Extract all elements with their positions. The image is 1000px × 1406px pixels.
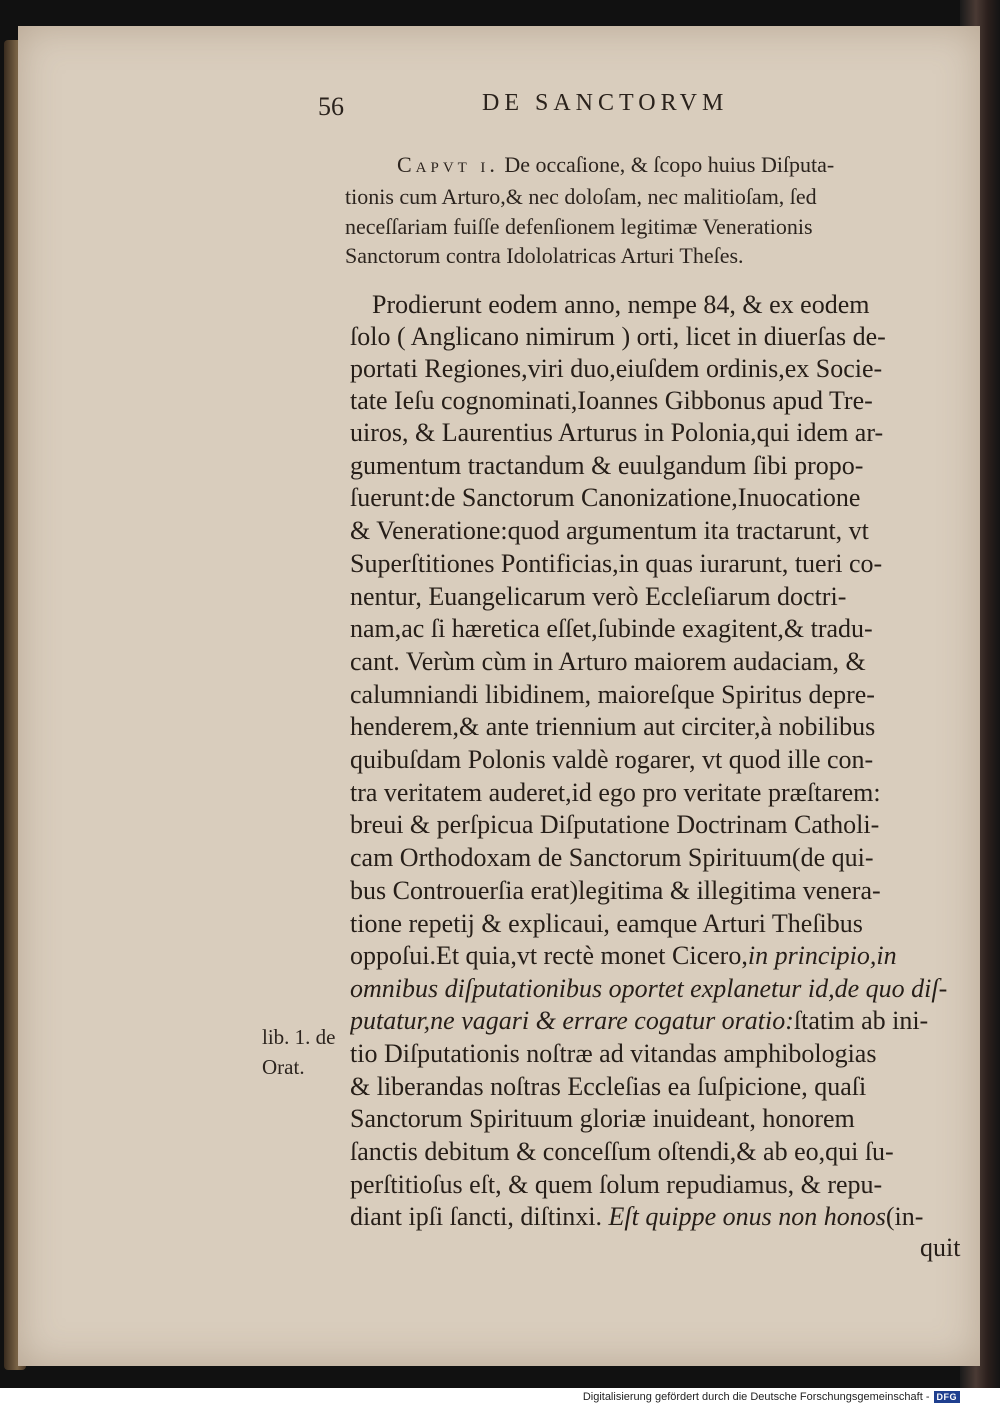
chapter-label: Capvt i. bbox=[397, 152, 499, 177]
body-line-with-quote bbox=[350, 941, 975, 971]
body-line: bus Controuerſia erat)legitima & illegitima venera- bbox=[350, 876, 881, 905]
catchword: quit bbox=[920, 1233, 961, 1262]
body-line: Superſtitiones Pontificias,in quas iurarunt, tueri co- bbox=[350, 549, 883, 578]
body-line: tio Diſputationis noſtræ ad vitandas amphibologias bbox=[350, 1039, 877, 1068]
body-line: & Veneratione:quod argumentum ita tractarunt, vt bbox=[350, 516, 869, 545]
body-text: ſtatim ab ini- bbox=[793, 1006, 929, 1035]
body-line: breui & perſpicua Diſputatione Doctrinam Catholi- bbox=[350, 810, 880, 839]
body-line: tra veritatem auderet,id ego pro veritate præſtarem: bbox=[350, 778, 881, 807]
margin-note bbox=[262, 1022, 336, 1082]
body-line: calumniandi libidinem, maioreſque Spiritus depre- bbox=[350, 680, 875, 709]
body-line: perſtitioſus eſt, & quem ſolum repudiamus, & repu- bbox=[350, 1170, 883, 1199]
running-head: DE SANCTORVM bbox=[482, 90, 729, 116]
body-line: ſolo ( Anglicano nimirum ) orti, licet in diuerſas de- bbox=[350, 322, 886, 351]
cicero-quote-end: putatur,ne vagari & errare cogatur oratio: bbox=[350, 1006, 794, 1035]
cicero-quote: in principio,in bbox=[747, 941, 897, 970]
body-line: & liberandas noſtras Eccleſias ea ſuſpicione, quaſi bbox=[350, 1072, 867, 1101]
body-line: uiros, & Laurentius Arturus in Polonia,qui idem ar- bbox=[350, 418, 884, 447]
margin-note-line-2: Orat. bbox=[262, 1055, 305, 1079]
body-line: tate Ieſu cognominati,Ioannes Gibbonus apud Tre- bbox=[350, 386, 873, 415]
chapter-heading-line-2: tionis cum Arturo,& nec doloſam, nec malitioſam, ſed bbox=[345, 184, 817, 209]
body-text: (in- bbox=[885, 1202, 924, 1231]
cicero-quote-line: omnibus diſputationibus oportet explanetur id,de quo diſ- bbox=[350, 974, 948, 1003]
dfg-logo-icon: DFG bbox=[934, 1391, 961, 1403]
body-line: Prodierunt eodem anno, nempe 84, & ex eodem bbox=[372, 290, 870, 319]
body-line: henderem,& ante triennium aut circiter,à nobilibus bbox=[350, 712, 876, 741]
body-line: nentur, Euangelicarum verò Eccleſiarum doctri- bbox=[350, 582, 847, 611]
body-line: ſanctis debitum & conceſſum oſtendi,& ab eo,qui ſu- bbox=[350, 1137, 894, 1166]
margin-note-line-1: lib. 1. de bbox=[262, 1025, 336, 1049]
body-line: quibuſdam Polonis valdè rogarer, vt quod ille con- bbox=[350, 745, 874, 774]
chapter-text-1: De occaſione, & ſcopo huius Diſputa- bbox=[504, 152, 835, 177]
body-text: diant ipſi ſancti, diſtinxi. bbox=[350, 1202, 603, 1231]
body-line: nam,ac ſi hæretica eſſet,ſubinde exagitent,& tradu- bbox=[350, 614, 873, 643]
body-line: portati Regiones,viri duo,eiuſdem ordinis,ex Socie- bbox=[350, 354, 883, 383]
body-line-last bbox=[350, 1202, 975, 1232]
body-text: oppoſui.Et quia,vt rectè monet Cicero, bbox=[350, 941, 748, 970]
body-line: Sanctorum Spirituum gloriæ inuideant, honorem bbox=[350, 1104, 855, 1133]
chapter-heading-line-3: neceſſariam fuiſſe defenſionem legitimæ Venerationis bbox=[345, 214, 813, 239]
body-line-with-quote bbox=[350, 1006, 975, 1036]
page-number: 56 bbox=[318, 92, 344, 121]
body-line: gumentum tractandum & euulgandum ſibi propo- bbox=[350, 451, 864, 480]
body-line: cant. Verùm cùm in Arturo maiorem audaciam, & bbox=[350, 647, 866, 676]
body-line: ſuerunt:de Sanctorum Canonizatione,Inuocatione bbox=[350, 483, 861, 512]
digitization-credit bbox=[583, 1391, 960, 1403]
closing-quote: Eſt quippe onus non honos bbox=[608, 1202, 886, 1231]
chapter-heading-line-1 bbox=[397, 152, 1000, 178]
body-line: cam Orthodoxam de Sanctorum Spirituum(de qui- bbox=[350, 843, 874, 872]
chapter-heading-line-4: Sanctorum contra Idololatricas Arturi Theſes. bbox=[345, 243, 744, 268]
credit-text: Digitalisierung gefördert durch die Deutsche Forschungsgemeinschaft - bbox=[582, 1391, 930, 1403]
body-line: tione repetij & explicaui, eamque Arturi Theſibus bbox=[350, 909, 863, 938]
